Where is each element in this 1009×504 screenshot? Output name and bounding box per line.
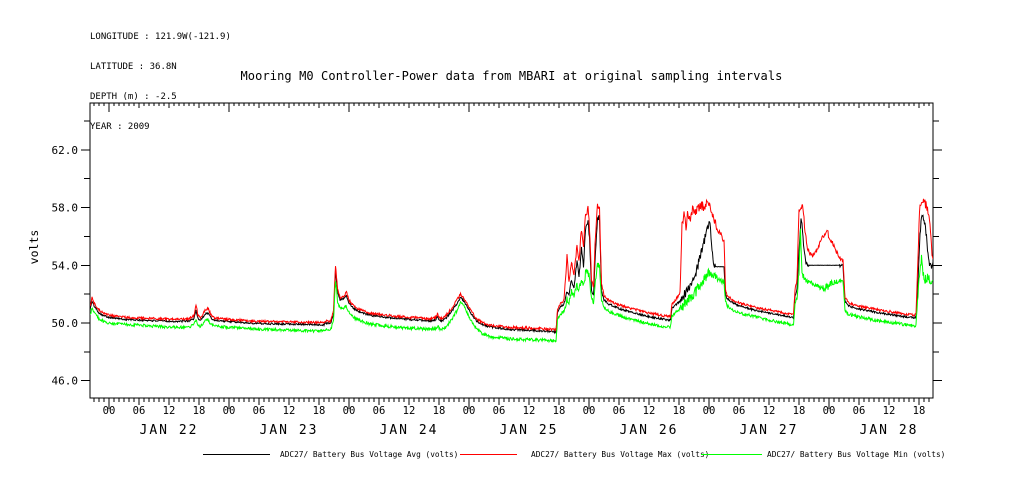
series-max-line <box>90 199 933 331</box>
hour-tick-label: 00 <box>462 405 476 417</box>
hour-tick-label: 18 <box>792 405 806 417</box>
day-tick-label: JAN 22 <box>139 423 199 438</box>
hour-tick-label: 00 <box>582 405 596 417</box>
hour-tick-label: 00 <box>222 405 236 417</box>
y-axis-ticks <box>52 121 943 388</box>
hour-tick-label: 06 <box>132 405 146 417</box>
hour-tick-label: 18 <box>672 405 686 417</box>
hour-tick-label: 12 <box>762 405 776 417</box>
legend-min-label: ADC27/ Battery Bus Voltage Min (volts) <box>767 450 946 459</box>
hour-tick-label: 06 <box>372 405 386 417</box>
hour-tick-label: 06 <box>852 405 866 417</box>
year-line: YEAR : 2009 <box>90 122 150 132</box>
legend-max-label: ADC27/ Battery Bus Voltage Max (volts) <box>531 450 710 459</box>
plot-title: Mooring M0 Controller-Power data from MBARI at original sampling intervals <box>240 69 783 83</box>
hour-tick-label: 12 <box>522 405 536 417</box>
hour-tick-label: 00 <box>342 405 356 417</box>
hour-tick-label: 18 <box>552 405 566 417</box>
longitude-line: LONGITUDE : 121.9W(-121.9) <box>90 32 231 42</box>
y-tick-label: 58.0 <box>51 201 78 215</box>
legend-avg-label: ADC27/ Battery Bus Voltage Avg (volts) <box>280 450 459 459</box>
hour-tick-label: 18 <box>912 405 926 417</box>
legend-min-line-swatch <box>701 453 762 456</box>
hour-tick-label: 06 <box>492 405 506 417</box>
day-tick-label: JAN 24 <box>379 423 439 438</box>
day-tick-label: JAN 28 <box>859 423 919 438</box>
hour-tick-label: 12 <box>642 405 656 417</box>
hour-tick-label: 18 <box>192 405 206 417</box>
day-tick-label: JAN 23 <box>259 423 319 438</box>
hour-tick-label: 00 <box>702 405 716 417</box>
hour-tick-label: 06 <box>252 405 266 417</box>
day-tick-label: JAN 26 <box>619 423 679 438</box>
hour-tick-label: 06 <box>612 405 626 417</box>
legend-avg-line-swatch <box>203 453 270 456</box>
day-tick-label: JAN 27 <box>739 423 799 438</box>
hour-tick-label: 00 <box>822 405 836 417</box>
hour-tick-label: 12 <box>402 405 416 417</box>
y-tick-label: 54.0 <box>51 259 78 273</box>
y-axis-title: volts <box>27 229 41 265</box>
day-tick-label: JAN 25 <box>499 423 559 438</box>
y-tick-label: 62.0 <box>51 143 78 157</box>
hour-tick-label: 18 <box>432 405 446 417</box>
hour-tick-label: 12 <box>882 405 896 417</box>
x-axis-labels <box>103 405 926 438</box>
legend-max-line-swatch <box>460 453 517 456</box>
depth-line: DEPTH (m) : -2.5 <box>90 92 177 102</box>
y-tick-label: 46.0 <box>51 374 78 388</box>
y-tick-label: 50.0 <box>51 317 78 330</box>
latitude-line: LATITUDE : 36.8N <box>90 62 177 72</box>
hour-tick-label: 12 <box>162 405 176 417</box>
hour-tick-label: 00 <box>102 405 116 417</box>
hour-tick-label: 12 <box>282 405 296 417</box>
series-avg-line <box>90 215 933 333</box>
hour-tick-label: 18 <box>312 405 326 417</box>
hour-tick-label: 06 <box>732 405 746 417</box>
series-lines <box>90 199 933 342</box>
